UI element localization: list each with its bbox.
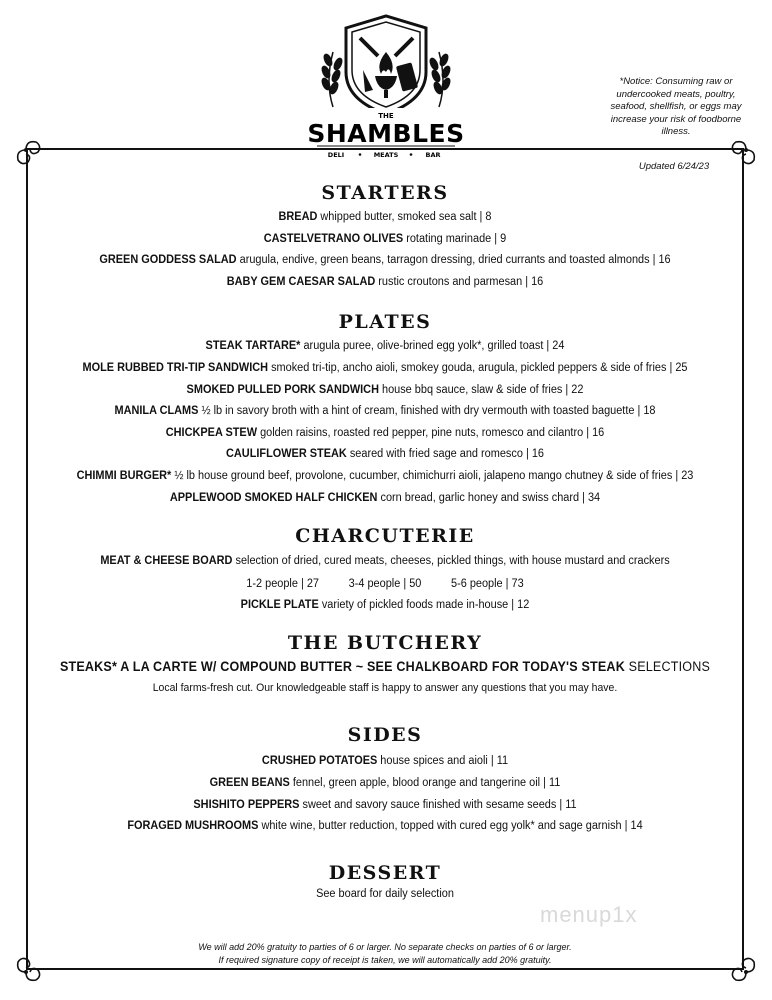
menu-item-desc: house bbq sauce, slaw & side of fries | 22 — [378, 383, 584, 396]
butchery-subtext: Local farms-fresh cut. Our knowledgeable staff is happy to answer any questions that you may have. — [152, 682, 618, 695]
updated-date: Updated 6/24/23 — [638, 161, 710, 172]
section-title-starters: STARTERS — [321, 182, 449, 204]
footer-line: We will add 20% gratuity to parties of 6 or larger. No separate checks on parties of 6 or larger. — [198, 942, 572, 952]
menu-item-desc: smoked tri-tip, ancho aioli, smokey gouda, arugula, pickled peppers & side of fries | 25 — [268, 361, 688, 374]
menu-item-name: MOLE RUBBED TRI-TIP SANDWICH — [82, 361, 269, 374]
footer-notes — [28, 941, 742, 967]
menu-item-name: BREAD — [278, 211, 318, 223]
menu-item-desc: sweet and savory sauce finished with sesame seeds | 11 — [299, 798, 577, 811]
section-title-charcuterie: CHARCUTERIE — [295, 525, 475, 548]
menu-item-name: GREEN BEANS — [209, 776, 290, 789]
menu-item-desc: white wine, butter reduction, topped with cured egg yolk* and sage garnish | 14 — [258, 820, 643, 833]
logo-the: THE — [378, 112, 394, 120]
menu-item-desc: variety of pickled foods made in-house | 12 — [318, 598, 530, 611]
menu-item-name: SHISHITO PEPPERS — [193, 798, 300, 811]
menu-item-desc: golden raisins, roasted red pepper, pine nuts, romesco and cilantro | 16 — [257, 426, 605, 439]
butchery-line-bold: STEAKS* A LA CARTE W/ COMPOUND BUTTER ~ SEE CHALKBOARD FOR TODAY'S STEAK — [59, 659, 625, 675]
menu-item-desc: fennel, green apple, blood orange and tangerine oil | 11 — [289, 776, 561, 789]
butchery-line-normal: SELECTIONS — [624, 659, 711, 675]
menu-item-name: SMOKED PULLED PORK SANDWICH — [186, 383, 379, 396]
menu-item — [46, 423, 724, 445]
logo-name: SHAMBLES — [307, 119, 465, 148]
dessert-desc: See board for daily selection — [316, 887, 454, 900]
board-size: 5-6 people | 73 — [450, 577, 524, 590]
menu-item-desc: corn bread, garlic honey and swiss chard | 34 — [377, 491, 601, 504]
menu-item-desc: selection of dried, cured meats, cheeses, pickled things, with house mustard and crackers — [232, 555, 670, 568]
sides-list — [28, 751, 742, 837]
menu-item — [46, 751, 724, 773]
starters-list — [28, 207, 742, 293]
menu-item-desc: ½ lb in savory broth with a hint of cream, finished with dry vermouth with toasted baguette | 18 — [198, 405, 656, 418]
menu-item-name: BABY GEM CAESAR SALAD — [226, 275, 376, 288]
menu-item — [46, 207, 724, 229]
menupix-watermark: menup1x — [540, 902, 638, 927]
menu-item — [46, 551, 724, 573]
plates-list — [28, 336, 742, 509]
menu-item — [46, 358, 724, 380]
menu-item-name: APPLEWOOD SMOKED HALF CHICKEN — [169, 491, 378, 504]
menu-item — [46, 488, 724, 510]
section-title-dessert: DESSERT — [328, 861, 442, 884]
menu-item — [46, 795, 724, 817]
corner-flourish-icon — [12, 136, 52, 176]
section-title-sides: SIDES — [347, 724, 423, 747]
menu-item-name: CHIMMI BURGER* — [76, 469, 172, 482]
menu-item-name: MEAT & CHEESE BOARD — [100, 555, 233, 568]
menu-content — [28, 180, 742, 902]
charcuterie-list — [28, 551, 742, 616]
menu-item — [46, 466, 724, 488]
logo-tagline-bar: BAR — [425, 151, 441, 159]
footer-line: If required signature copy of receipt is taken, we will automatically add 20% gratuity. — [218, 955, 552, 965]
menu-item — [46, 401, 724, 423]
menu-item-desc: rustic croutons and parmesan | 16 — [375, 275, 544, 288]
menu-item-desc: ½ lb house ground beef, provolone, cucumber, chimichurri aioli, jalapeno mango chutney & side of fries | 23 — [171, 469, 694, 482]
board-size: 1-2 people | 27 — [246, 577, 320, 590]
menu-item — [46, 444, 724, 466]
menu-item-name: CHICKPEA STEW — [165, 426, 258, 439]
section-title-plates: PLATES — [338, 311, 432, 334]
menu-item-desc: house spices and aioli | 11 — [377, 755, 509, 768]
corner-flourish-icon — [720, 136, 760, 176]
menu-item-name: PICKLE PLATE — [240, 598, 319, 611]
menu-item — [46, 816, 724, 838]
menu-item — [46, 250, 724, 272]
menu-item-desc: rotating marinade | 9 — [403, 232, 507, 245]
logo-tagline-deli: DELI — [327, 151, 345, 159]
menu-item-name: CAULIFLOWER STEAK — [226, 448, 347, 461]
wheat-left-icon — [321, 52, 344, 107]
menu-item-desc: arugula, endive, green beans, tarragon dressing, dried currants and toasted almonds | 16 — [236, 254, 671, 267]
menu-item-desc: arugula puree, olive-brined egg yolk*, grilled toast | 24 — [300, 340, 565, 353]
menu-item — [46, 595, 724, 617]
menu-item — [46, 272, 724, 294]
food-safety-notice: *Notice: Consuming raw or undercooked meats, poultry, seafood, shellfish, or eggs may increase your risk of foodborne illness. — [610, 76, 742, 137]
menu-item-name: GREEN GODDESS SALAD — [99, 254, 237, 267]
menu-item-name: CASTELVETRANO OLIVES — [263, 232, 404, 245]
menu-item-name: MANILA CLAMS — [114, 405, 199, 418]
menu-item — [46, 773, 724, 795]
menu-item-name: STEAK TARTARE* — [205, 340, 301, 353]
menu-item-desc: seared with fried sage and romesco | 16 — [346, 448, 544, 461]
menu-item-desc: whipped butter, smoked sea salt | 8 — [317, 211, 492, 223]
butchery-line — [53, 656, 717, 678]
board-size: 3-4 people | 50 — [348, 577, 422, 590]
menu-item-name: CRUSHED POTATOES — [261, 755, 378, 768]
section-title-butchery: THE BUTCHERY — [287, 632, 483, 655]
menu-item — [46, 380, 724, 402]
board-sizes — [46, 573, 724, 595]
menu-item — [46, 336, 724, 358]
wheat-right-icon — [429, 52, 452, 107]
menu-item-name: FORAGED MUSHROOMS — [127, 820, 259, 833]
menu-item — [46, 229, 724, 251]
shambles-logo — [303, 12, 469, 160]
logo-tagline-meats: MEATS — [373, 151, 399, 159]
